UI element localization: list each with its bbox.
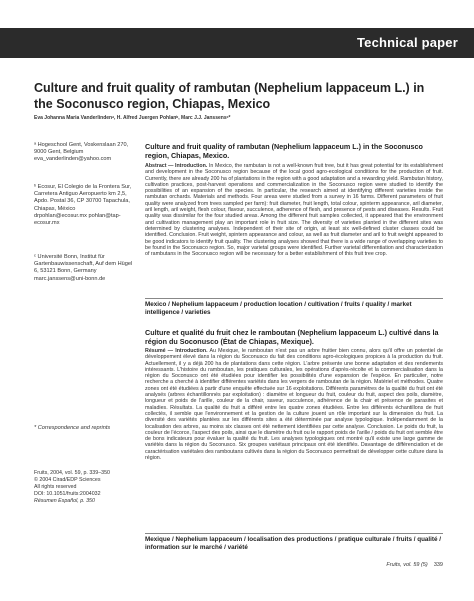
page-number: 339 (433, 562, 443, 568)
section-label: Technical paper (356, 35, 458, 50)
french-keywords: Mexique / Nephelium lappaceum / localisation des productions / pratique culturale / fruits / qualité / information sur le marché / variété (145, 533, 443, 551)
footer-journal: Fruits, vol. 59 (5) (386, 562, 428, 568)
resume-label: Résumé — Introduction. (145, 348, 208, 354)
publication-info (34, 470, 134, 505)
affiliation-c: ᶜ Université Bonn, Institut für Gartenbauwissenschaft, Auf dem Hügel 6, 53121 Bonn, Germany marc.janssens@uni-bonn.de (34, 254, 133, 282)
abstract-text: In Mexico, the rambutan is not a well-known fruit tree, but it has great potential for its establishment and development in the Soconusco region because of the local good agro-ecological conditions for the production of fruit. Currently, there are already 200 ha of plantations in the region with a good adaptation and a rewarding yield. Rambutan history, cultivation practices, post-harvest operations and commercialization in the Soconusco region were studied to identify the possibilities of an expansion of the species. In particular, the research aimed at identifying different varieties inside the rambutan orchards. Materials and methods. Four areas were studied from a survey in 16 farms. Different parameters of fruit quality were analyzed from trees sampled per farm): fruit diameter, fruit length, total colour, spinterm appearance, aril diameter, aril length, aril weight, flesh colour, flavour, succulence, adherence of flesh, and presence of pests and diseases. Results. Fruit quality was dissimilar for the four studied areas. Among the different fruit samples collected, it appeared that the environment and cultivation management play an important role in fruit size. The diversity of varieties planted in the different sites was determined by clustering analyses. Independent of their site of origin, at least six well-defined cluster classes could be identified. Conclusion. Fruit weight, spintern appearance and colour, as well as fruit diameter and aril to fruit weight appeared to be good indicators to identify fruit quality. The clustering analyses showed that there is a wide range of overlapping varieties to be found in the Soconusco region. So, major varietal groups were identified. Further varietal differentiation and characterization of rambutans in the Soconusco region will be necessary for a better establishment of this fruit tree crop. (145, 163, 443, 258)
affiliation-b: ᵇ Ecosur, El Colegio de la Frontera Sur, Carretera Antiguo Aeropuerto km 2,5, Apdo. Postal 36, CP 30700 Tapachula, Chiapas, México drpohlan@ecosur.mx pohlan@tap-ecosur.mx (34, 184, 132, 227)
abstract-label: Abstract — Introduction. (145, 163, 208, 169)
author-list: Eva Johanna Maria Vanderlindenᵃ, H. Alfred Juergen Pohlanᵇ, Marc J.J. Janssensᶜ* (34, 115, 231, 121)
pub-citation: Fruits, 2004, vol. 59, p. 339–350 (34, 470, 110, 476)
page-footer (386, 562, 443, 568)
pub-doi: DOI: 10.1051/fruits:2004032 (34, 491, 101, 497)
pub-rights: All rights reserved (34, 484, 77, 490)
correspondence-note: * Correspondence and reprints (34, 425, 111, 431)
pub-copyright: © 2004 Cirad/EDP Sciences (34, 477, 101, 483)
article-title: Culture and fruit quality of rambutan (Nephelium lappaceum L.) in the Soconusco region, Chiapas, Mexico (34, 81, 425, 111)
resume-text: Au Mexique, le ramboutan n'est pas un arbre fruitier bien connu, alors qu'il offre un potentiel de développement élevé dans la région du Soconusco du fait des conditions agro-écologiques propices à la production du fruit. Actuellement, il y a déjà 200 ha de plantations dans cette région. L'arbre présente une bonne adaptation et des rendements intéressants. L'histoire du ramboutan, les pratiques culturales, les opérations d'après-récolte et la commercialisation dans la région du Soconusco ont été étudiées pour identifier les possibilités d'une expansion de l'espèce. En particulier, notre recherche a cherché à identifier différentes variétés dans les vergers de ramboutan de la région. Matériel et méthodes. Quatre zones ont été étudiées à partir d'une enquête effectuée sur 16 exploitations. Différents paramètres de la qualité du fruit ont été analysés (arbres échantillonnés par exploitation) : diamètre et longueur du fruit, couleur du fruit, aspect des poils, diamètre, longueur et poids de l'arille, couleur de la chair, saveur, succulence, adhérence de la chair et présence de parasites et maladies. Résultats. La qualité du fruit a différé entre les quatre zones étudiées. Entre les différents échantillons de fruit collectés, il semble que l'environnement et la gestion de la culture jouent un rôle important sur la dimension du fruit. La diversité des variétés plantées sur les différents sites a été déterminée par analyse typologique. Indépendamment de la localisation des arbres, au moins six classes ont été nettement identifiées par cette analyse. Conclusion. Le poids du fruit, la couleur de l'écorce, l'aspect des poils, ainsi que le diamètre du fruit ou le rapport poids de l'arille / poids du fruit ont semble être de bons indicateurs pour évaluer la qualité du fruit. Les analyses typologiques ont montré qu'il existe une large gamme de variétés dans la région du Soconusco. Six groupes variétaux principaux ont été identifiés. Davantage de différenciation et de caractérisation variétales des ramboutans cultivés dans la région du Soconusco permettrait de développer cette culture dans la région. (145, 348, 443, 462)
english-title: Culture and fruit quality of rambutan (Nephelium lappaceum L.) in the Soconusco region, Chiapas, Mexico. (145, 142, 423, 160)
english-abstract (145, 163, 443, 257)
pub-resumen: Résumen Español, p. 350 (34, 498, 95, 504)
french-abstract (145, 348, 443, 461)
english-keywords: Mexico / Nephelium lappaceum / production location / cultivation / fruits / quality / market intelligence / varieties (145, 298, 443, 316)
french-title: Culture et qualité du fruit chez le ramboutan (Nephelium lappaceum L.) cultivé dans la région du Soconusco (État de Chiapas, Mexique). (145, 328, 439, 346)
affiliation-a: ᵃ Hogeschool Gent, Voskenslaan 270, 9000 Gent, Belgium eva_vanderlinden@yahoo.com (34, 142, 129, 163)
header-band (0, 28, 474, 58)
